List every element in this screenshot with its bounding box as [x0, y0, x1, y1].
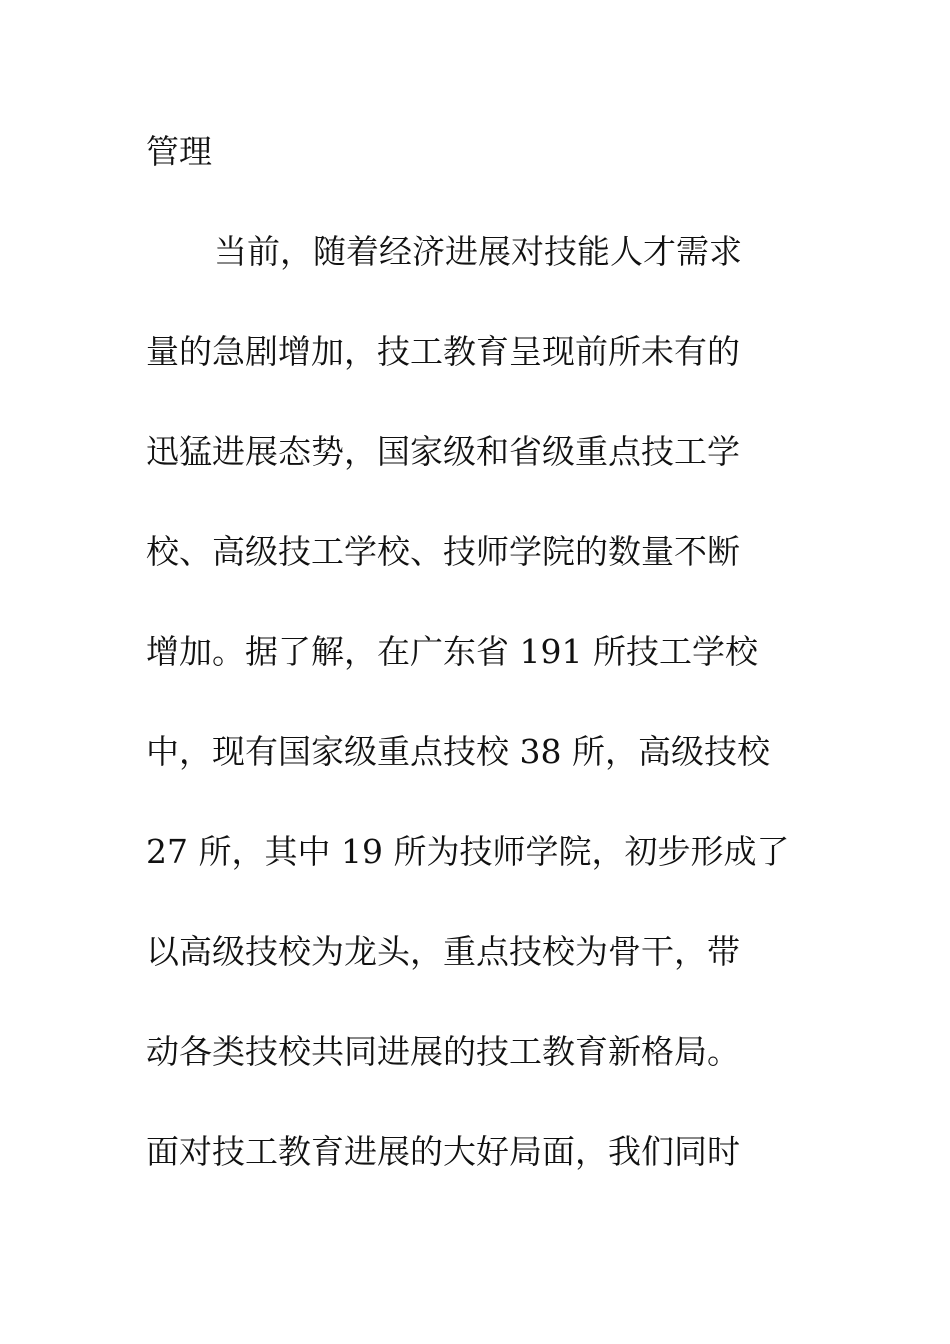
paragraph-line-8: 以高级技校为龙头，重点技校为骨干，带: [146, 932, 740, 971]
paragraph-line-6: 中，现有国家级重点技校 38 所，高级技校: [146, 732, 770, 771]
paragraph-line-1: 当前，随着经济进展对技能人才需求: [214, 232, 742, 271]
paragraph-line-5: 增加。据了解，在广东省 191 所技工学校: [146, 632, 758, 671]
paragraph-line-3: 迅猛进展态势，国家级和省级重点技工学: [146, 432, 740, 471]
paragraph-line-9: 动各类技校共同进展的技工教育新格局。: [146, 1032, 740, 1071]
paragraph-line-4: 校、高级技工学校、技师学院的数量不断: [146, 532, 740, 571]
paragraph-line-7: 27 所，其中 19 所为技师学院，初步形成了: [146, 832, 790, 871]
heading-fragment: 管理: [146, 132, 212, 171]
paragraph-line-10: 面对技工教育进展的大好局面，我们同时: [146, 1132, 740, 1171]
paragraph-line-2: 量的急剧增加，技工教育呈现前所未有的: [146, 332, 740, 371]
